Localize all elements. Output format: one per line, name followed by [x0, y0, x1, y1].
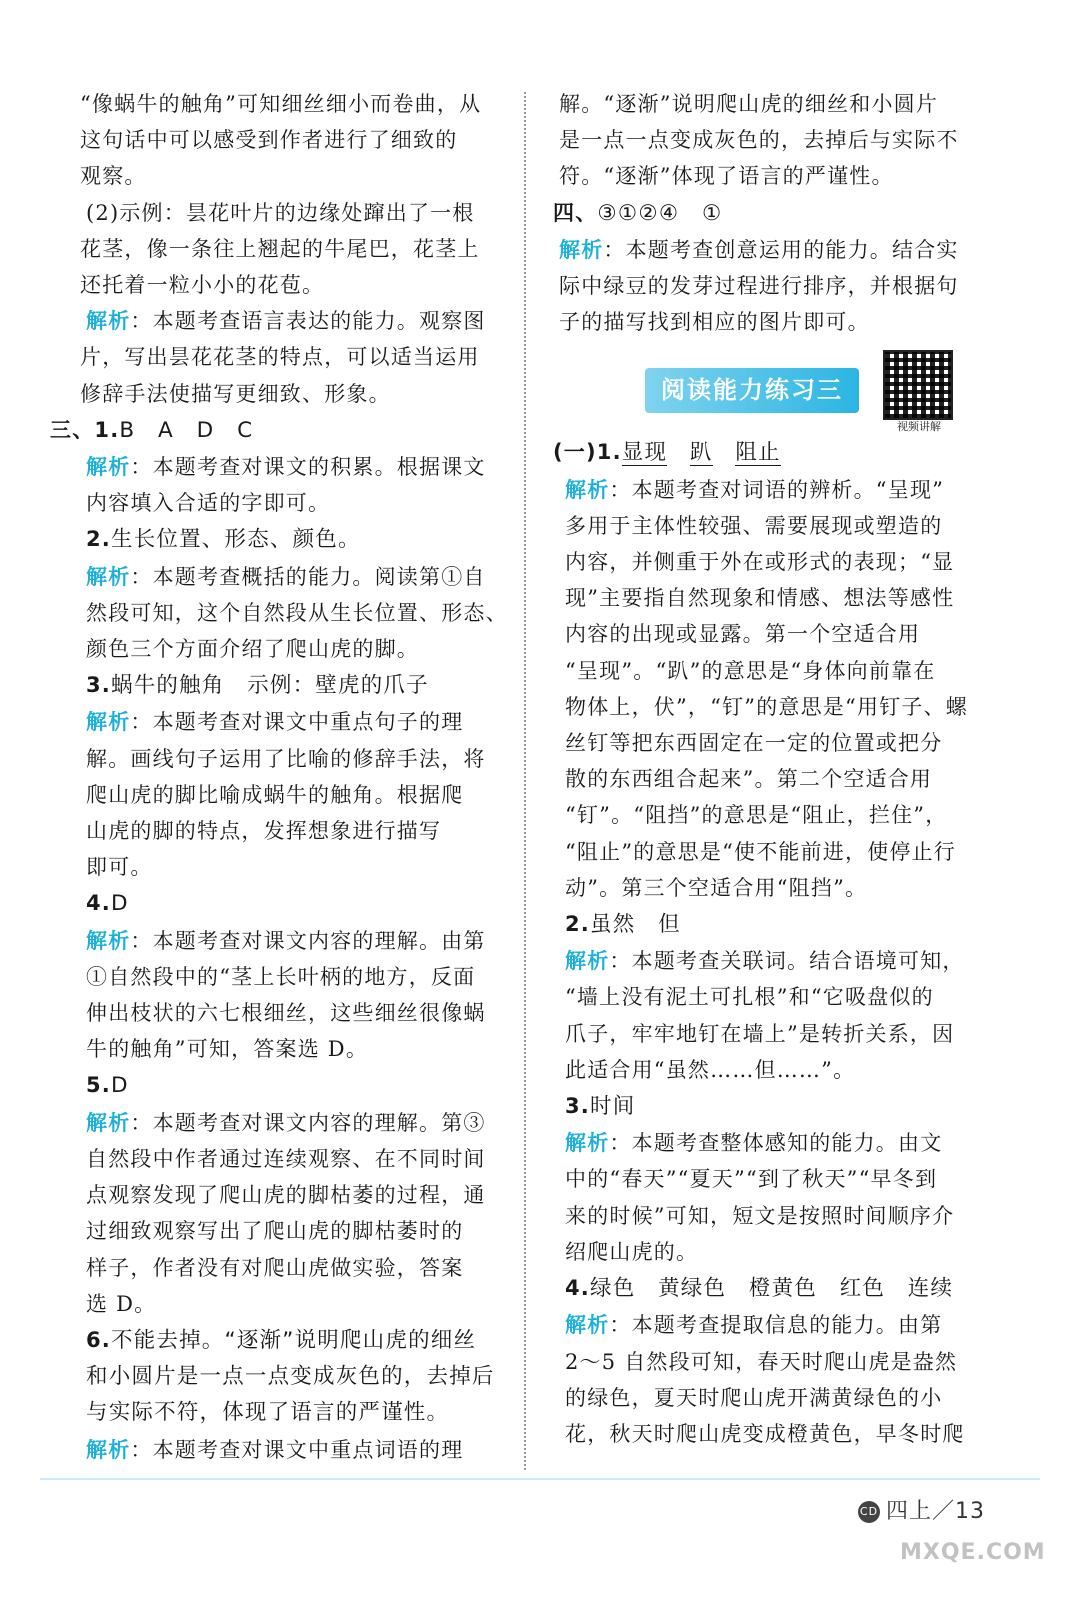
question-4: 4.D — [86, 891, 129, 917]
analysis: 解析：本题考查对课文的积累。根据课文 — [86, 455, 486, 480]
left-column — [50, 86, 512, 1468]
text-line: 片，写出昙花花茎的特点，可以适当运用 — [80, 345, 480, 370]
watermark: MXQE.COM — [900, 1540, 1046, 1565]
analysis-label: 解析 — [86, 710, 131, 735]
text-line: 来的时候”可知，短文是按照时间顺序介 — [565, 1203, 955, 1228]
analysis: 解析：本题考查概括的能力。阅读第①自 — [86, 564, 486, 589]
text-line: 点观察发现了爬山虎的脚枯萎的过程，通 — [86, 1183, 486, 1208]
text-line: 符。“逐渐”体现了语言的严谨性。 — [559, 164, 894, 189]
text-line: 观察。 — [80, 164, 147, 189]
answer-line: 与实际不符，体现了语言的严谨性。 — [86, 1400, 450, 1426]
analysis-label: 解析 — [565, 1131, 610, 1156]
analysis-label: 解析 — [565, 1313, 610, 1338]
text-line: 样子，作者没有对爬山虎做实验，答案 — [86, 1255, 464, 1280]
section-four-heading: 四、 — [553, 200, 598, 225]
text-line: 的绿色，夏天时爬山虎开满黄绿色的小 — [565, 1385, 943, 1410]
text-line: 际中绿豆的发芽过程进行排序，并根据句 — [559, 274, 959, 299]
answer: B A D C — [119, 417, 254, 443]
question-3: 3.蜗牛的触角 示例：壁虎的爪子 — [86, 673, 429, 699]
analysis: 解析：本题考查整体感知的能力。由文 — [565, 1131, 943, 1156]
text-line: 多用于主体性较强、需要展现或塑造的 — [565, 513, 943, 538]
text-line: 动”。第三个空适合用“阻挡”。 — [565, 875, 868, 900]
passage-1-question-2: 2.虽然 但 — [565, 912, 681, 938]
answer: 蜗牛的触角 示例：壁虎的爪子 — [111, 673, 429, 699]
analysis: 解析：本题考查语言表达的能力。观察图 — [86, 309, 486, 334]
text-line: 山虎的脚的特点，发挥想象进行描写 — [86, 819, 442, 844]
page-number: CD 四上／13 — [859, 1499, 985, 1524]
text-line: 子的描写找到相应的图片即可。 — [559, 310, 870, 335]
text-line: 爬山虎的脚比喻成蜗牛的触角。根据爬 — [86, 782, 464, 807]
text-line: 花茎，像一条往上翘起的牛尾巴，花茎上 — [80, 236, 480, 261]
cd-icon: CD — [858, 1501, 880, 1523]
answer: D — [111, 1073, 129, 1099]
text-line: ①自然段中的“茎上长叶柄的地方，反面 — [86, 964, 476, 989]
answer: D — [111, 891, 129, 917]
question-6: 6.不能去掉。“逐渐”说明爬山虎的细丝 — [86, 1327, 477, 1353]
text-line: 解。画线句子运用了比喻的修辞手法，将 — [86, 746, 486, 771]
analysis-label: 解析 — [86, 928, 131, 953]
answer: 虽然 但 — [590, 912, 681, 938]
question-2: 2.生长位置、形态、颜色。 — [86, 527, 361, 553]
analysis-label: 解析 — [86, 1437, 131, 1462]
text-line: 这句话中可以感受到作者进行了细致的 — [80, 128, 458, 153]
text-line: 散的东西组合起来”。第二个空适合用 — [565, 767, 933, 792]
text-line: 2～5 自然段可知，春天时爬山虎是盎然 — [565, 1349, 958, 1374]
text-line: 中的“春天”“夏天”“到了秋天”“早冬到 — [565, 1167, 938, 1192]
text-line: “阻止”的意思是“使不能前进，使停止行 — [565, 839, 957, 864]
analysis: 解析：本题考查对课文中重点词语的理 — [86, 1437, 464, 1462]
answer: 趴 — [689, 440, 713, 466]
answer: 不能去掉。“逐渐”说明爬山虎的细丝 — [111, 1327, 477, 1353]
analysis-label: 解析 — [86, 564, 131, 589]
answer: ③①②④ ① — [597, 200, 723, 226]
analysis: 解析：本题考查创意运用的能力。结合实 — [559, 237, 959, 262]
analysis: 解析：本题考查关联词。结合语境可知， — [565, 949, 965, 974]
question-1: 三、1.B A D C — [50, 417, 254, 443]
answer: 生长位置、形态、颜色。 — [111, 527, 361, 553]
text-line: 即可。 — [86, 855, 153, 880]
analysis-label: 解析 — [559, 237, 604, 262]
text-line: 颜色三个方面介绍了爬山虎的脚。 — [86, 637, 419, 662]
text-line: “钉”。“阻挡”的意思是“阻止，拦住”， — [565, 803, 948, 828]
text-line: (2)示例：昙花叶片的边缘处蹿出了一根 — [86, 200, 475, 225]
passage-1-question-4: 4.绿色 黄绿色 橙黄色 红色 连续 — [565, 1276, 954, 1302]
analysis: 解析：本题考查对课文中重点句子的理 — [86, 710, 464, 735]
footer-rule — [40, 1478, 1040, 1480]
analysis: 解析：本题考查对课文内容的理解。第③ — [86, 1110, 486, 1135]
qr-code-icon[interactable] — [883, 350, 953, 420]
text-line: “呈现”。“趴”的意思是“身体向前靠在 — [565, 658, 936, 683]
analysis-label: 解析 — [565, 949, 610, 974]
answer: 绿色 黄绿色 橙黄色 红色 连续 — [590, 1276, 954, 1302]
analysis-label: 解析 — [86, 1110, 131, 1135]
answer: 显现 — [621, 440, 668, 466]
section-header — [553, 350, 1003, 434]
text-line: 选 D。 — [86, 1291, 157, 1316]
text-line: 过细致观察写出了爬山虎的脚枯萎时的 — [86, 1219, 464, 1244]
column-divider — [524, 92, 526, 1470]
text-line: 此适合用“虽然……但……”。 — [565, 1057, 856, 1082]
text-line: “墙上没有泥土可扎根”和“它吸盘似的 — [565, 985, 934, 1010]
text-line: 内容，并侧重于外在或形式的表现；“显 — [565, 550, 955, 575]
text-line: 爪子，牢牢地钉在墙上”是转折关系，因 — [565, 1021, 955, 1046]
text-line: 还托着一粒小小的花苞。 — [80, 273, 325, 298]
text-line: 内容填入合适的字即可。 — [86, 491, 331, 516]
answer-line: 和小圆片是一点一点变成灰色的，去掉后 — [86, 1364, 495, 1390]
text-line: 自然段中作者通过连续观察、在不同时间 — [86, 1146, 486, 1171]
text-line: 花，秋天时爬山虎变成橙黄色，早冬时爬 — [565, 1421, 965, 1446]
text-line: 内容的出现或显露。第一个空适合用 — [565, 622, 921, 647]
text-line: 丝钉等把东西固定在一定的位置或把分 — [565, 731, 943, 756]
text-line: 物体上，伏”，“钉”的意思是“用钉子、螺 — [565, 694, 968, 719]
text-line: 然段可知，这个自然段从生长位置、形态、 — [86, 600, 508, 625]
question-5: 5.D — [86, 1073, 129, 1099]
analysis: 解析：本题考查对词语的辨析。“呈现” — [565, 477, 945, 502]
text-line: 现”主要指自然现象和情感、想法等感性 — [565, 586, 955, 611]
text-line: 绍爬山虎的。 — [565, 1239, 699, 1264]
text-line: 牛的触角”可知，答案选 D。 — [86, 1037, 369, 1062]
text-line: 是一点一点变成灰色的，去掉后与实际不 — [559, 128, 959, 153]
section-title: 阅读能力练习三 — [645, 368, 859, 412]
qr-caption: 视频讲解 — [897, 420, 941, 434]
passage-1-question-1: (一)1.显现 趴 阻止 — [553, 440, 781, 466]
text-line: “像蜗牛的触角”可知细丝细小而卷曲，从 — [80, 92, 482, 116]
text-line: 伸出枝状的六七根细丝，这些细丝很像蜗 — [86, 1001, 486, 1026]
text-line: 修辞手法使描写更细致、形象。 — [80, 381, 391, 406]
text-line: 解。“逐渐”说明爬山虎的细丝和小圆片 — [559, 92, 939, 116]
analysis-label: 解析 — [86, 309, 131, 334]
analysis: 解析：本题考查对课文内容的理解。由第 — [86, 928, 486, 953]
analysis-label: 解析 — [565, 477, 610, 502]
right-column — [553, 86, 1003, 1452]
section-four — [553, 195, 1003, 232]
section-three-heading: 三、 — [50, 417, 95, 442]
answer: 阻止 — [735, 440, 781, 466]
analysis: 解析：本题考查提取信息的能力。由第 — [565, 1313, 943, 1338]
passage-1-question-3: 3.时间 — [565, 1094, 636, 1120]
analysis-label: 解析 — [86, 455, 131, 480]
answer: 时间 — [590, 1094, 636, 1120]
